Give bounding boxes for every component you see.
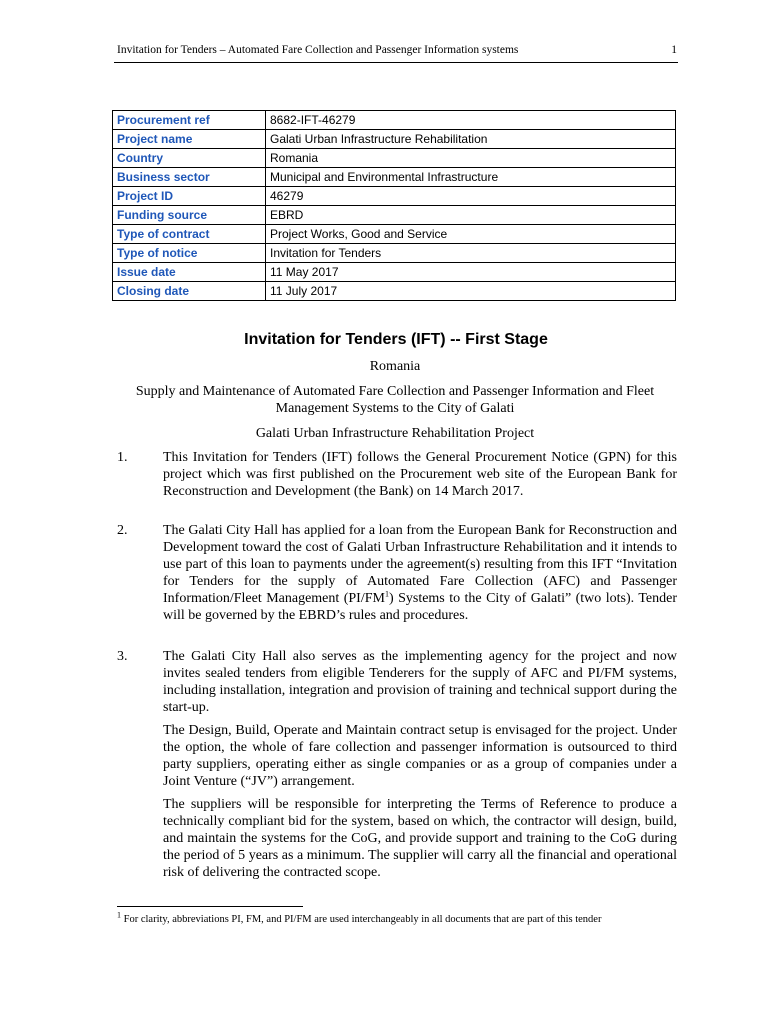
subject-line: Supply and Maintenance of Automated Fare Collection and Passenger Information and Fleet Management Systems to the City of Galati bbox=[135, 384, 655, 416]
page-number: 1 bbox=[671, 44, 677, 56]
country-line: Romania bbox=[369, 359, 421, 374]
paragraph-2 bbox=[163, 522, 677, 624]
table-row bbox=[113, 168, 676, 187]
row-value: Invitation for Tenders bbox=[266, 244, 676, 263]
row-value: 46279 bbox=[266, 187, 676, 206]
paragraph-1: This Invitation for Tenders (IFT) follows the General Procurement Notice (GPN) for this project which was first published on the Procurement web site of the European Bank for Reconstruction and Development (the Bank) on 14 March 2017. bbox=[163, 450, 677, 499]
row-value: Romania bbox=[266, 149, 676, 168]
table-row bbox=[113, 282, 676, 301]
paragraph-4: The Design, Build, Operate and Maintain contract setup is envisaged for the project. Under the option, the whole of fare collection and passenger information is outsourced to third party suppliers, operating either as single companies or as a group of companies under a Joint Venture (“JV”) arrangement. bbox=[163, 723, 677, 789]
paragraph-2-part-a: The Galati City Hall has applied for a loan from the European Bank for Reconstruction and Development toward the cost of Galati Urban Infrastructure Rehabilitation and it intends to use part of this loan to payments under the agreement(s) resulting from this IFT “Invitation for Tenders for the supply of Automated Fare Collection (AFC) and Passenger Information/Fleet Management (PI/FM bbox=[163, 523, 677, 606]
document-title: Invitation for Tenders (IFT) -- First Stage bbox=[244, 331, 548, 348]
page-header bbox=[117, 44, 677, 62]
paragraph-3: The Galati City Hall also serves as the implementing agency for the project and now invites sealed tenders from eligible Tenderers for the supply of AFC and PI/FM systems, including installation, integration and provision of training and technical support during the start-up. bbox=[163, 649, 677, 715]
paragraph-number: 1. bbox=[117, 450, 128, 465]
table-row bbox=[113, 244, 676, 263]
table-row bbox=[113, 263, 676, 282]
table-row bbox=[113, 149, 676, 168]
paragraph-5: The suppliers will be responsible for interpreting the Terms of Reference to produce a technically compliant bid for the system, based on which, the contractor will design, build, and maintain the systems for the CoG, and provide support and training to the CoG during the period of 5 years as a minimum. The supplier will carry all the financial and operational risk of delivering the contracted scope. bbox=[163, 797, 677, 880]
footnote-ref: 1 bbox=[384, 589, 389, 599]
row-value: Municipal and Environmental Infrastructure bbox=[266, 168, 676, 187]
table-row bbox=[113, 111, 676, 130]
footnote bbox=[117, 910, 697, 927]
table-row bbox=[113, 130, 676, 149]
footnote-marker: 1 bbox=[117, 910, 121, 920]
header-rule bbox=[114, 62, 678, 63]
row-value: Galati Urban Infrastructure Rehabilitation bbox=[266, 130, 676, 149]
row-label: Closing date bbox=[113, 282, 266, 301]
row-value: Project Works, Good and Service bbox=[266, 225, 676, 244]
row-value: EBRD bbox=[266, 206, 676, 225]
footnote-text: For clarity, abbreviations PI, FM, and PI/FM are used interchangeably in all documents that are part of this tender bbox=[123, 914, 602, 925]
footnote-rule bbox=[117, 906, 303, 907]
row-value: 8682-IFT-46279 bbox=[266, 111, 676, 130]
header-title: Invitation for Tenders – Automated Fare Collection and Passenger Information systems bbox=[117, 44, 519, 56]
row-label: Business sector bbox=[113, 168, 266, 187]
row-label: Country bbox=[113, 149, 266, 168]
paragraph-2-part-b: ) Systems to the City of Galati” (two lots). Tender will be governed by the EBRD’s rules and procedures. bbox=[163, 591, 677, 623]
row-label: Type of contract bbox=[113, 225, 266, 244]
table-row bbox=[113, 206, 676, 225]
paragraph-number: 2. bbox=[117, 523, 128, 538]
row-value: 11 July 2017 bbox=[266, 282, 676, 301]
row-label: Project ID bbox=[113, 187, 266, 206]
row-value: 11 May 2017 bbox=[266, 263, 676, 282]
paragraph-number: 3. bbox=[117, 649, 128, 664]
row-label: Procurement ref bbox=[113, 111, 266, 130]
project-line: Galati Urban Infrastructure Rehabilitation Project bbox=[255, 426, 535, 441]
procurement-info-table bbox=[112, 110, 676, 301]
row-label: Project name bbox=[113, 130, 266, 149]
row-label: Funding source bbox=[113, 206, 266, 225]
row-label: Issue date bbox=[113, 263, 266, 282]
table-row bbox=[113, 225, 676, 244]
table-row bbox=[113, 187, 676, 206]
row-label: Type of notice bbox=[113, 244, 266, 263]
